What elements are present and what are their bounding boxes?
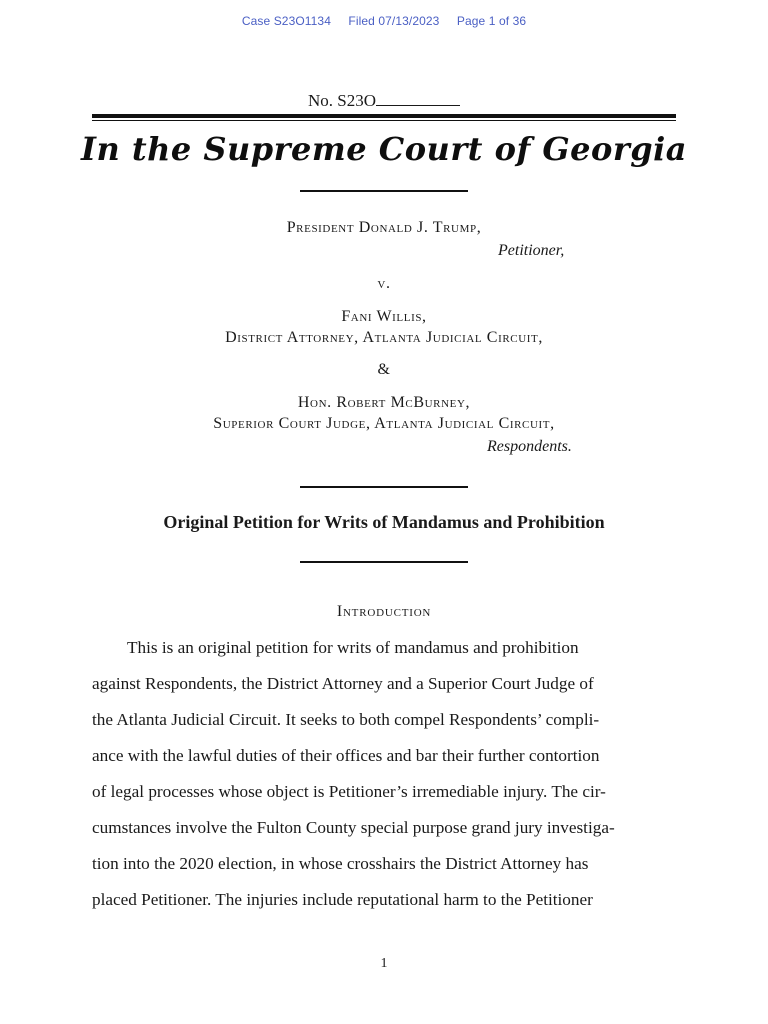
document-heading: Original Petition for Writs of Mandamus and Prohibition <box>163 512 605 532</box>
docket-number <box>0 90 768 111</box>
body-line: against Respondents, the District Attorney and a Superior Court Judge of <box>92 674 594 693</box>
petitioner-role: Petitioner, <box>498 242 565 259</box>
body-line: cumstances involve the Fulton County special purpose grand jury investiga- <box>92 818 615 837</box>
page-number: 1 <box>380 956 388 971</box>
court-title: In the Supreme Court of Georgia <box>80 130 687 168</box>
divider <box>300 190 468 192</box>
filed-date: Filed 07/13/2023 <box>348 14 440 28</box>
docket-blank <box>376 90 460 106</box>
body-line: of legal processes whose object is Petitioner’s irremediable injury. The cir- <box>92 782 606 801</box>
case-number: Case S23O1134 <box>241 14 331 28</box>
body-line: This is an original petition for writs of mandamus and prohibition <box>127 638 579 657</box>
header-rule-thin <box>92 120 676 121</box>
body-line: tion into the 2020 election, in whose crosshairs the District Attorney has <box>92 854 589 873</box>
page-count: Page 1 of 36 <box>456 14 527 28</box>
respondent2-title: Superior Court Judge, Atlanta Judicial Circuit, <box>213 415 555 432</box>
body-line: placed Petitioner. The injuries include reputational harm to the Petitioner <box>92 890 593 909</box>
respondent2-name: Hon. Robert McBurney, <box>297 394 471 411</box>
body-paragraph <box>92 630 670 918</box>
petitioner-name: President Donald J. Trump, <box>286 219 482 236</box>
filing-stamp <box>0 14 768 28</box>
body-line: ance with the lawful duties of their offices and bar their further contortion <box>92 746 600 765</box>
versus: v. <box>377 275 391 292</box>
respondent1-name: Fani Willis, <box>341 308 427 325</box>
section-heading: Introduction <box>336 603 432 620</box>
header-rule-thick <box>92 114 676 118</box>
respondent1-title: District Attorney, Atlanta Judicial Circuit, <box>225 329 543 346</box>
respondent-role: Respondents. <box>487 438 572 455</box>
divider <box>300 561 468 563</box>
divider <box>300 486 468 488</box>
ampersand: & <box>377 361 391 378</box>
docket-label: No. S23O <box>307 91 376 110</box>
body-line: the Atlanta Judicial Circuit. It seeks to both compel Respondents’ compli- <box>92 710 600 729</box>
